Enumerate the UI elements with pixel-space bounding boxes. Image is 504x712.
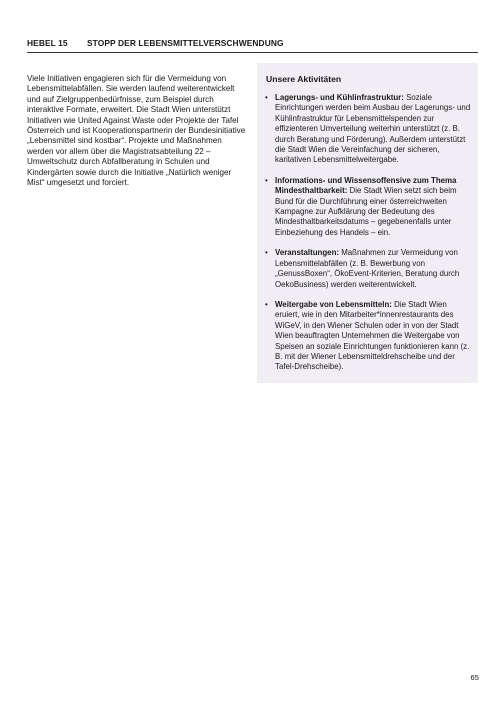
hebel-label: HEBEL 15 bbox=[27, 38, 68, 48]
bullet-icon: • bbox=[265, 93, 268, 102]
intro-paragraph: Viele Initiativen engagieren sich für die Vermeidung von Lebensmittelabfällen. Sie werden laufend weiterentwickelt und auf Zielgruppenbedürfnisse, zum Beispiel durch interaktive Formate, erweitert. Die Stadt Wien unterstützt Initiativen wie United Against Waste oder Projekte der Tafel Österreich und ist Kooperationspartnerin der Bundesinitiative „Lebensmittel sind kostbar“. Projekte und Maßnahmen werden vor allem über die Magistratsabteilung 22 – Umweltschutz durch Abfallberatung in Schulen und Kindergärten sowie durch die Initiative „Natürlich weniger Mist“ umgesetzt und forciert. bbox=[27, 74, 246, 188]
header-divider bbox=[27, 52, 478, 53]
activity-title: Weitergabe von Lebensmitteln: bbox=[275, 299, 392, 309]
activity-text: Die Stadt Wien setzt sich beim Bund für die Durchführung einer österreichweiten Kampagne zur Aufklärung der Bedeutung des Mindesthaltbarkeitsdatums – gegebenenfalls unter Einbeziehung des Handels – ein. bbox=[275, 186, 457, 237]
page-title: STOPP DER LEBENSMITTELVERSCHWENDUNG bbox=[87, 38, 284, 48]
activity-item-storage bbox=[257, 93, 478, 166]
intro-column bbox=[27, 74, 250, 188]
activities-box bbox=[257, 63, 478, 383]
bullet-icon: • bbox=[265, 299, 268, 309]
activity-item-distribution bbox=[257, 300, 478, 373]
bullet-icon: • bbox=[265, 248, 268, 258]
activity-text: Soziale Einrichtungen werden beim Ausbau der Lagerungs- und Kühlinfrastruktur für Lebensmittelspenden zur effizienteren Umverteilung weiterhin unterstützt (z. B. durch Beratung und Förderung). Außerdem unterstützt die Stadt Wien die Vereinfachung der sicheren, karitativen Lebensmittelweitergabe. bbox=[275, 93, 471, 165]
activity-text: Die Stadt Wien eruiert, wie in den Mitarbeiter*innenrestaurants des WiGeV, in den Wiener Schulen oder in von der Stadt Wien beauftragten Unternehmen die Weitergabe von Speisen an soziale Einrichtungen funktionieren kann (z. B. mit der Wiener Lebensmitteldrehscheibe und der Tafel-Drehscheibe). bbox=[275, 299, 470, 372]
activity-text: Maßnahmen zur Vermeidung von Lebensmittelabfällen (z. B. Bewerbung von „GenussBoxen“, ÖkoEvent-Kriterien, Beratung durch OekoBusiness) werden weiterentwickelt. bbox=[275, 248, 460, 289]
activity-title: Lagerungs- und Kühlinfrastruktur: bbox=[275, 93, 404, 102]
activity-item-information bbox=[257, 176, 478, 238]
page-number: 65 bbox=[470, 673, 479, 682]
activities-heading: Unsere Aktivitäten bbox=[266, 74, 342, 84]
activity-title: Informations- und Wissensoffensive zum Thema Mindesthaltbarkeit: bbox=[275, 175, 457, 196]
activity-item-events bbox=[257, 248, 478, 290]
activities-list bbox=[257, 93, 478, 383]
activity-title: Veranstaltungen: bbox=[275, 248, 340, 258]
bullet-icon: • bbox=[265, 175, 268, 185]
